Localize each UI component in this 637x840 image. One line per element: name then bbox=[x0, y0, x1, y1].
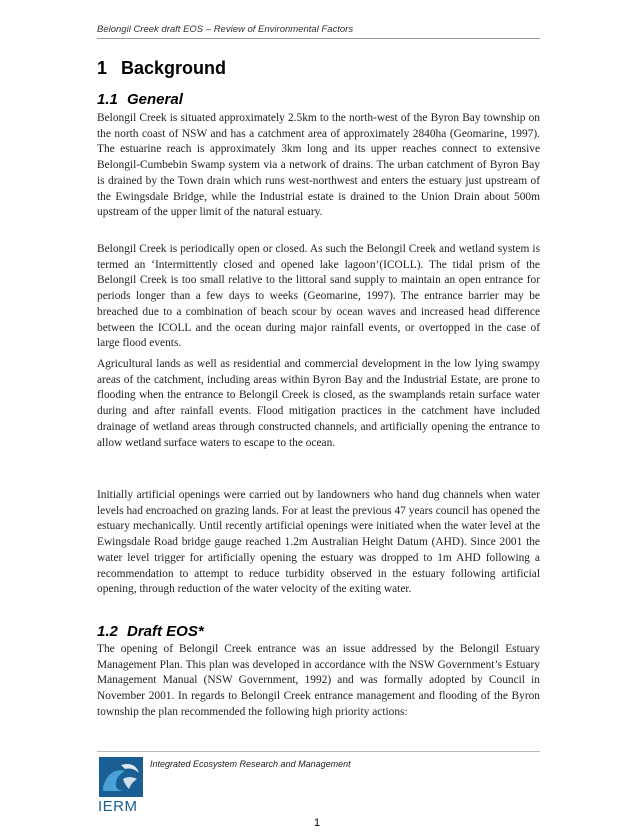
paragraph-draft-eos-1: The opening of Belongil Creek entrance was an issue addressed by the Belongil Estuary Management Plan. This plan was developed in accordance with the NSW Government’s Estuary Management Manual (NSW Government, 1992) and was formally adopted by Council in November 2001. In regards to Belongil Creek entrance management and flooding of the Byron township the plan recommended the following high priority actions: bbox=[97, 643, 540, 718]
section-1-title: Background bbox=[121, 58, 227, 78]
paragraph-general-1: Belongil Creek is situated approximately 2.5km to the north-west of the Byron Bay township on the north coast of NSW and has a catchment area of approximately 2840ha (Geomarine, 1997). The estuarine reach is approximately 3km long and its upper reaches connect to extensive Belongil-Cumbebin Swamp system via a network of drains. The urban catchment of Byron Bay is drained by the Town drain which runs west-northwest and enters the estuary just upstream of the Ewingsdale Bridge, while the Industrial estate is drained to the Union Drain about 500m upstream of the upper limit of the natural estuary. bbox=[97, 112, 540, 219]
paragraph-general-2: Belongil Creek is periodically open or closed. As such the Belongil Creek and wetland system is termed an ‘Intermittently closed and opened lake lagoon’(ICOLL). The tidal prism of the Belongil Creek is too small relative to the littoral sand supply to maintain an open entrance for periods longer than a few days to weeks (Geomarine, 1997). The entrance barrier may be breached due to a combination of beach scour by ocean waves and increased head difference between the ICOLL and the ocean during major rainfall events, or overtopped in the case of large flood events. bbox=[97, 243, 540, 350]
section-1-1-heading bbox=[97, 91, 183, 108]
footer-rule bbox=[97, 751, 540, 752]
section-1-number: 1 bbox=[97, 58, 108, 78]
ierm-logo-text: IERM bbox=[98, 798, 138, 815]
header-rule bbox=[97, 38, 540, 39]
footer-organisation-name: Integrated Ecosystem Research and Management bbox=[150, 759, 351, 769]
paragraph-general-3: Agricultural lands as well as residential and commercial development in the low lying swampy areas of the catchment, including areas within Byron Bay and the Industrial Estate, are prone to flooding when the entrance to Belongil Creek is closed, as the swamplands retain surface water during and after rainfall events. Flood mitigation practices in the catchment have included drainage of wetland areas through constructed channels, and artificially opening the entrance to allow wetland surface waters to escape to the ocean. bbox=[97, 358, 540, 449]
page-number: 1 bbox=[314, 817, 321, 829]
ierm-logo-icon bbox=[99, 757, 143, 797]
section-1-1-title: General bbox=[127, 91, 183, 108]
section-1-2-number: 1.2 bbox=[97, 623, 118, 640]
section-1-2-title: Draft EOS* bbox=[127, 623, 204, 640]
section-1-heading bbox=[97, 58, 226, 79]
paragraph-general-4: Initially artificial openings were carried out by landowners who hand dug channels when water levels had encroached on grazing lands. For at least the previous 47 years council has opened the estuary mechanically. Until recently artificial openings were initiated when the water level at the Ewingsdale Road bridge gauge reached 1.2m Australian Height Datum (AHD). Since 2001 the water level trigger for artificially opening the estuary was dropped to 1m AHD following a recommendation to attempt to reduce turbidity observed in the estuary following artificial opening, through reduction of the water velocity of the exiting water. bbox=[97, 489, 540, 596]
section-1-2-heading bbox=[97, 623, 204, 640]
section-1-1-number: 1.1 bbox=[97, 91, 118, 108]
running-header: Belongil Creek draft EOS – Review of Environmental Factors bbox=[97, 24, 354, 35]
